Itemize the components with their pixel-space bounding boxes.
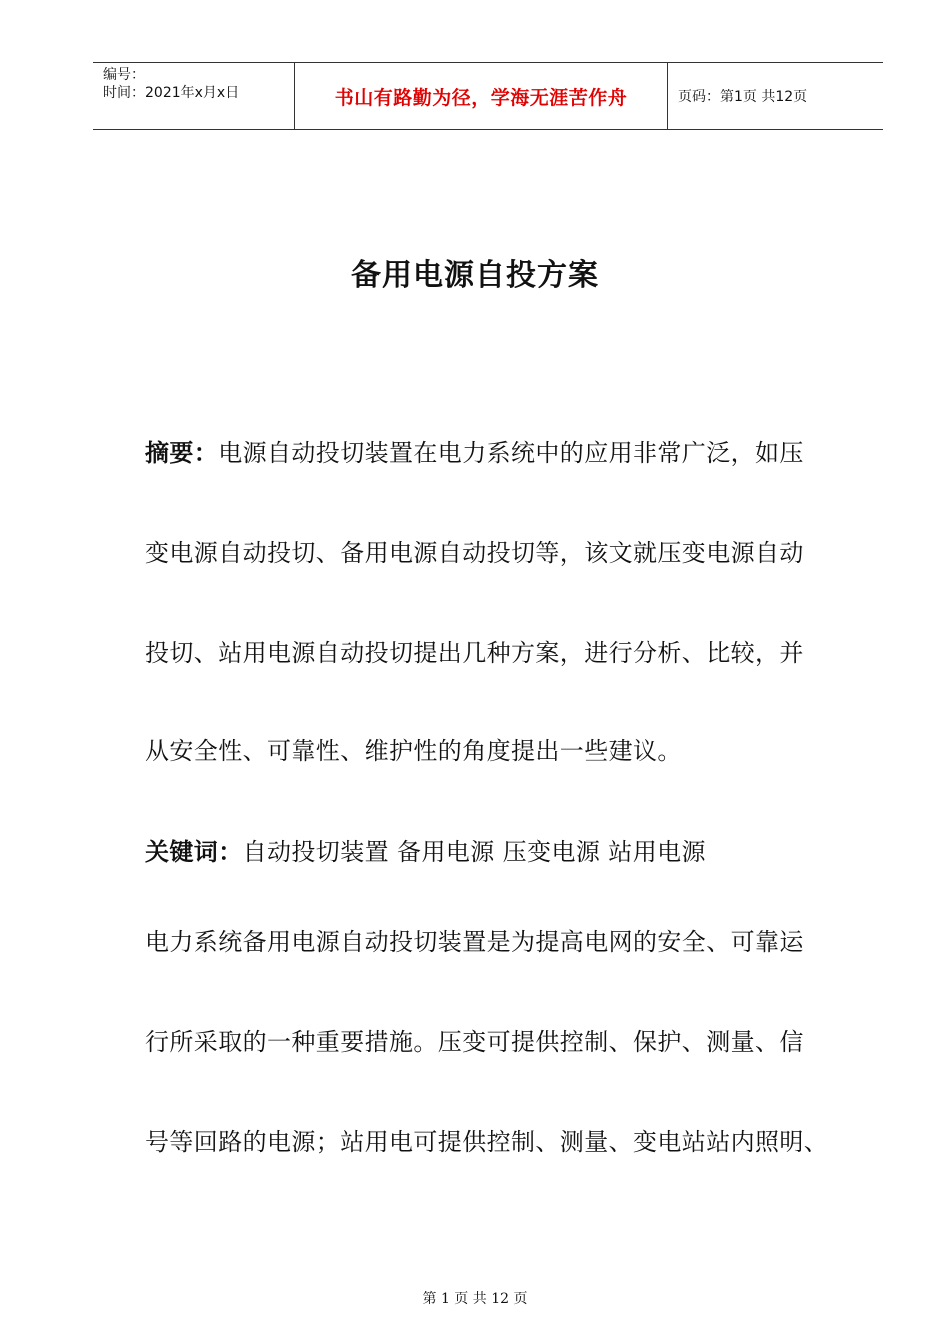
- body-line: 电力系统备用电源自动投切装置是为提高电网的安全、可靠运: [145, 928, 804, 956]
- keywords-line: [145, 836, 706, 868]
- abstract-label: 摘要：: [145, 439, 219, 467]
- keywords-text: 自动投切装置 备用电源 压变电源 站用电源: [242, 838, 706, 866]
- abstract-text: 电源自动投切装置在电力系统中的应用非常广泛，如压: [218, 439, 804, 467]
- abstract-line: 从安全性、可靠性、维护性的角度提出一些建议。: [145, 737, 682, 765]
- keywords-label: 关键词：: [145, 838, 243, 866]
- page-header: [93, 62, 883, 130]
- header-meta: [93, 63, 295, 129]
- number-label: 编号：: [103, 67, 145, 83]
- document-title: 备用电源自投方案: [351, 258, 599, 293]
- header-motto: 书山有路勤为径，学海无涯苦作舟: [295, 63, 668, 129]
- abstract-line: 变电源自动投切、备用电源自动投切等，该文就压变电源自动: [145, 539, 804, 567]
- abstract-line: 投切、站用电源自动投切提出几种方案，进行分析、比较，并: [145, 639, 804, 667]
- page-footer: 第 1 页 共 12 页: [422, 1291, 528, 1307]
- body-line: 号等回路的电源；站用电可提供控制、测量、变电站站内照明、: [145, 1128, 829, 1156]
- time-label: 时间：2021年x月x日: [103, 85, 240, 101]
- header-page-info: 页码：第1页 共12页: [678, 89, 808, 105]
- body-line: 行所采取的一种重要措施。压变可提供控制、保护、测量、信: [145, 1028, 804, 1056]
- abstract-line: [145, 437, 804, 469]
